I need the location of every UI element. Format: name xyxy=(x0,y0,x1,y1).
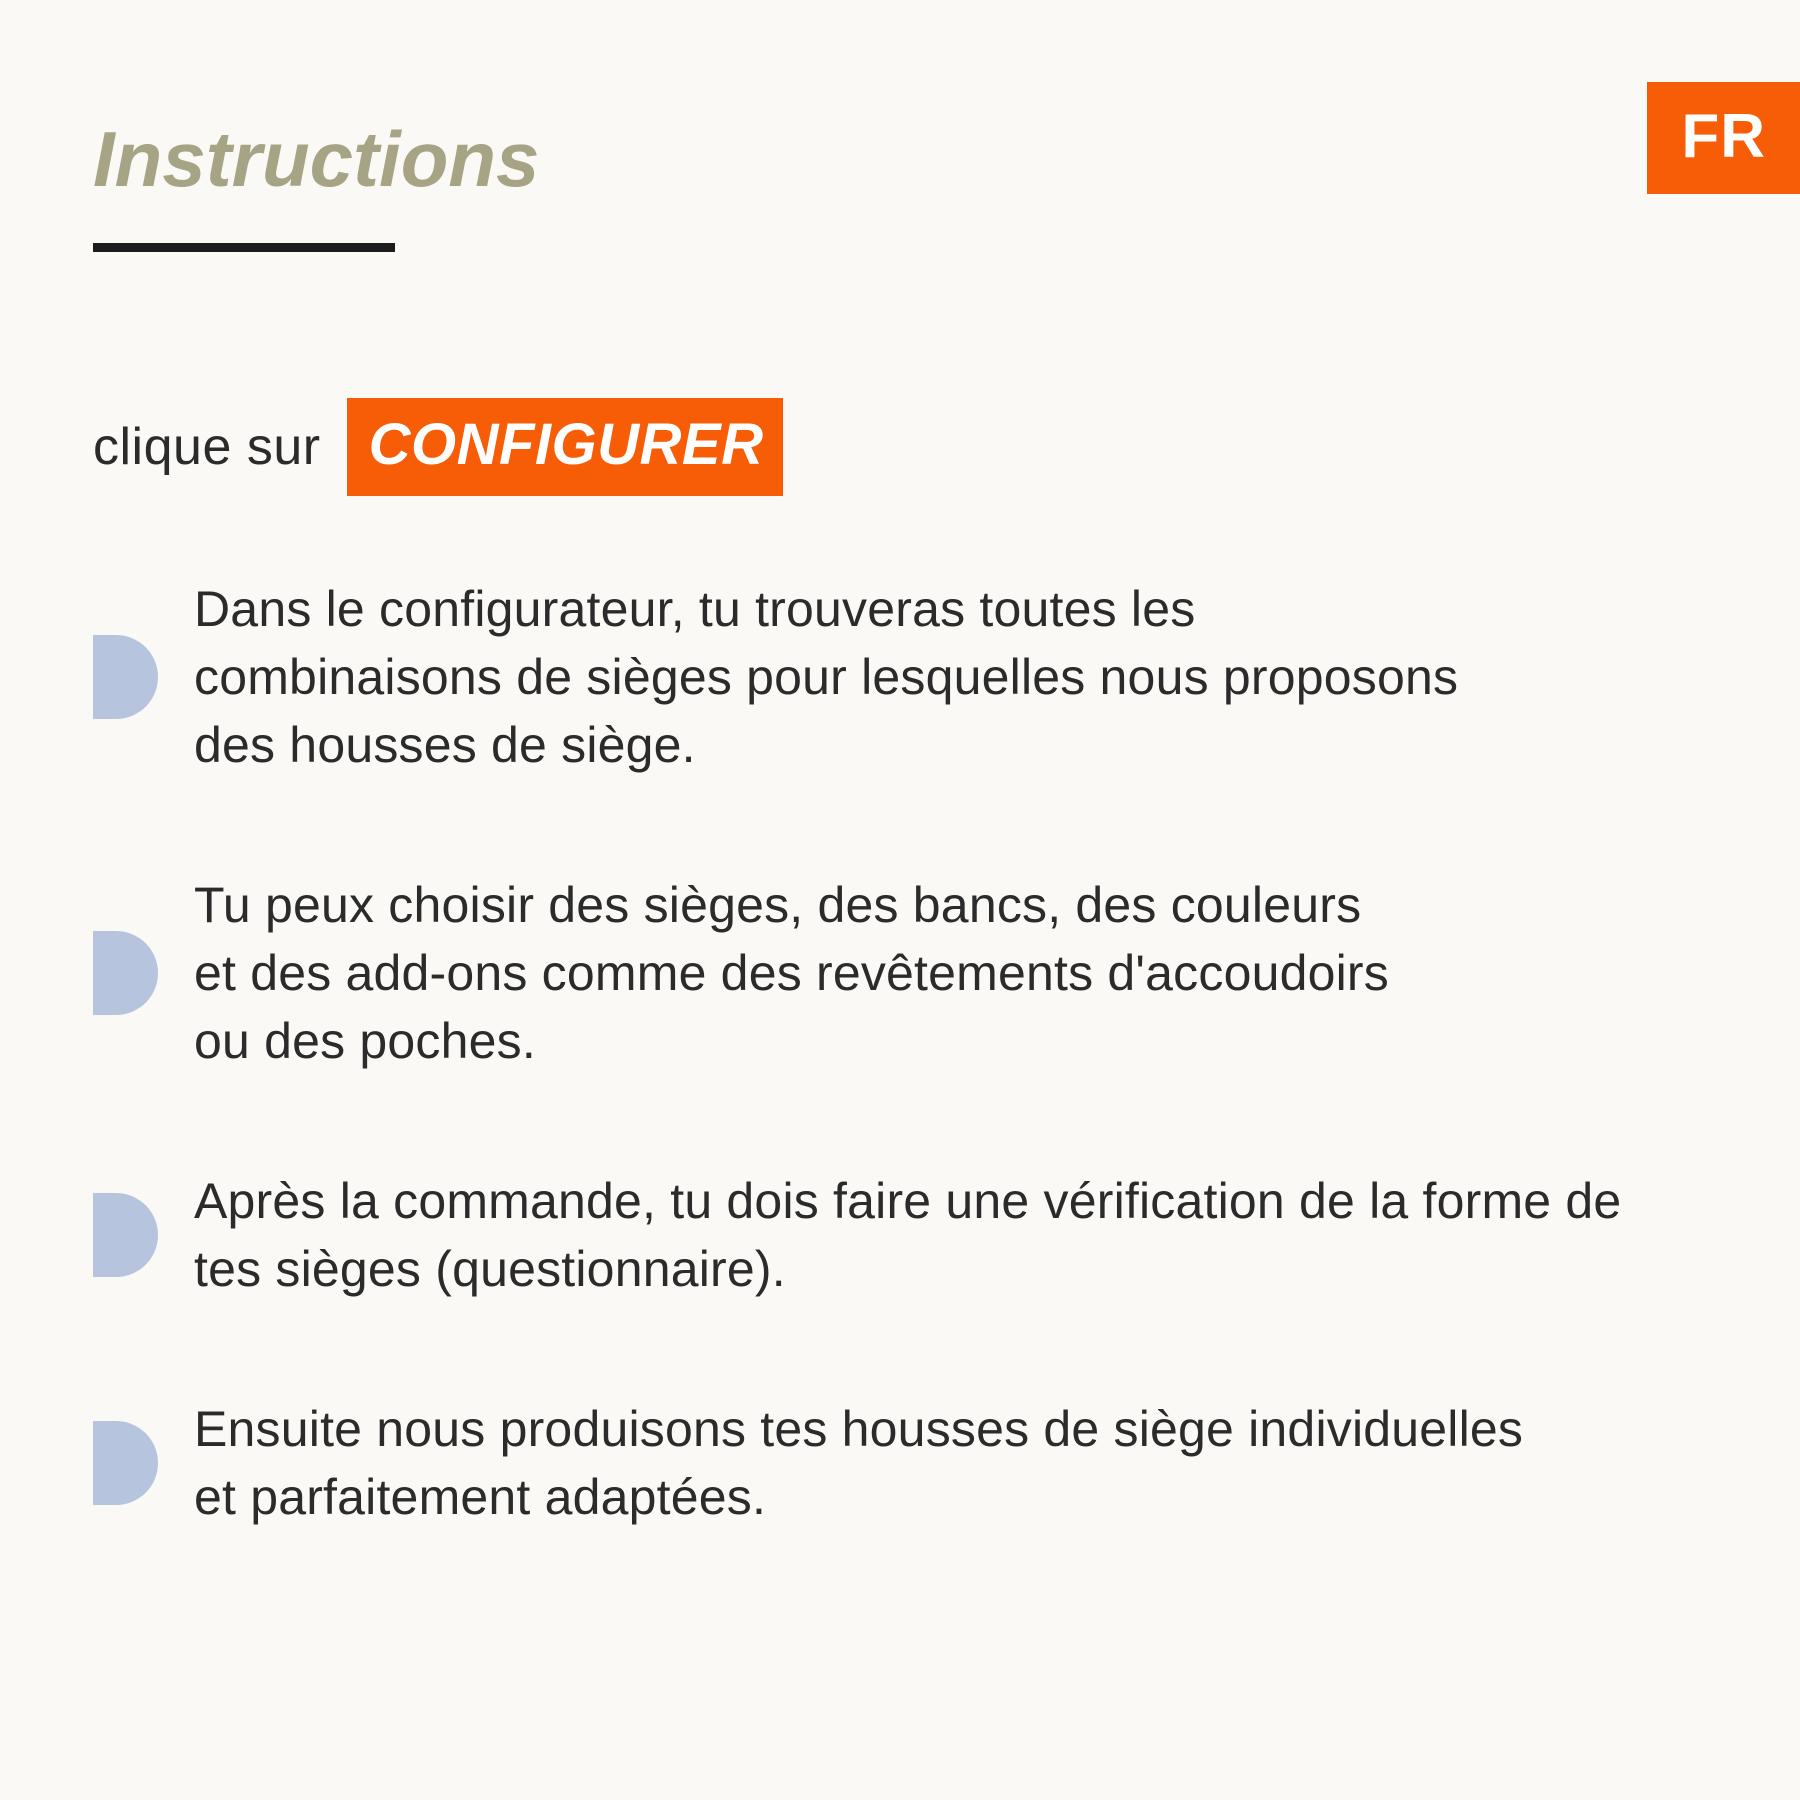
title-underline xyxy=(93,243,395,252)
bullet-marker-icon xyxy=(93,931,158,1015)
header-block xyxy=(93,115,540,252)
bullet-marker-icon xyxy=(93,1421,158,1505)
cta-line xyxy=(93,398,783,496)
list-item-text: Ensuite nous produisons tes housses de siège individuelles et parfaitement adaptées. xyxy=(194,1401,1524,1525)
list-item-text: Tu peux choisir des sièges, des bancs, des couleurs et des add-ons comme des revêtements d'accoudoirs ou des poches. xyxy=(194,877,1389,1069)
language-badge[interactable]: FR xyxy=(1647,82,1800,194)
page-title: Instructions xyxy=(93,115,540,203)
instruction-list xyxy=(93,575,1713,1531)
configure-button[interactable]: CONFIGURER xyxy=(347,398,784,496)
list-item xyxy=(93,575,1713,779)
cta-prefix-label: clique sur xyxy=(93,418,321,476)
list-item xyxy=(93,871,1713,1075)
list-item-text: Dans le configurateur, tu trouveras toutes les combinaisons de sièges pour lesquelles nous proposons des housses de siège. xyxy=(194,581,1459,773)
list-item-text: Après la commande, tu dois faire une vérification de la forme de tes sièges (questionnaire). xyxy=(194,1173,1622,1297)
bullet-marker-icon xyxy=(93,1193,158,1277)
bullet-marker-icon xyxy=(93,635,158,719)
list-item xyxy=(93,1167,1713,1303)
list-item xyxy=(93,1395,1713,1531)
